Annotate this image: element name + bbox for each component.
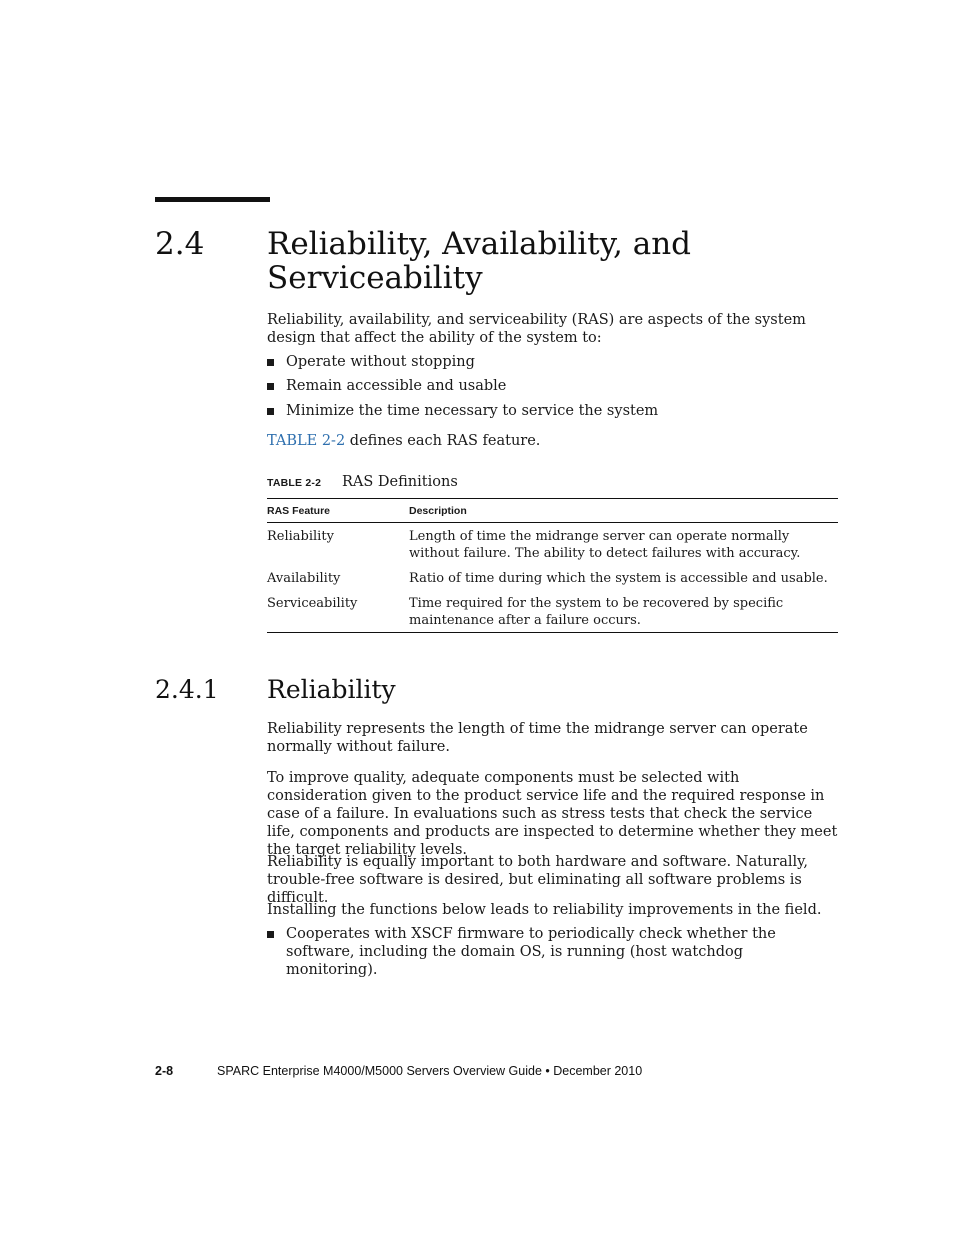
feature-cell: Availability (267, 571, 341, 586)
table-2-2-link[interactable]: TABLE 2-2 (267, 433, 346, 449)
feature-cell: Reliability (267, 529, 334, 544)
page-number: 2-8 (155, 1064, 174, 1078)
list-item: Cooperates with XSCF firmware to periodically check whether the software, including the domain OS, is running (host watchdog monitoring). (267, 925, 839, 979)
subsection-paragraph: To improve quality, adequate components must be selected with consideration given to the product service life and the required response in case of a failure. In evaluations such as stress tests that check the service life, components and products are inspected to determine whether they meet the target reliability levels. (267, 770, 838, 858)
description-cell: Ratio of time during which the system is accessible and usable. (409, 571, 828, 586)
bullet-square-icon (267, 383, 274, 390)
subsection-bullet-list (267, 925, 839, 979)
table-reference-paragraph: TABLE 2-2 defines each RAS feature. (267, 433, 541, 449)
subsection-paragraph: Reliability represents the length of time the midrange server can operate normally without failure. (267, 721, 808, 755)
subsection-paragraph: Installing the functions below leads to reliability improvements in the field. (267, 902, 822, 918)
table-title: RAS Definitions (342, 474, 458, 490)
section-intro: Reliability, availability, and serviceability (RAS) are aspects of the system design that affect the ability of the system to: (267, 312, 806, 346)
column-header-description: Description (409, 499, 838, 523)
section-top-rule (155, 197, 270, 202)
section-number: 2.4 (155, 226, 205, 262)
section-bullet-list (267, 353, 839, 420)
list-item: Minimize the time necessary to service the system (267, 402, 839, 420)
section-title-line1: Reliability, Availability, and (267, 226, 692, 262)
list-item: Remain accessible and usable (267, 377, 839, 395)
description-cell: Time required for the system to be recovered by specific maintenance after a failure occurs. (409, 591, 838, 633)
table-row (267, 523, 838, 567)
column-header-feature: RAS Feature (267, 499, 409, 523)
bullet-square-icon (267, 931, 274, 938)
footer-text: SPARC Enterprise M4000/M5000 Servers Overview Guide • December 2010 (217, 1064, 643, 1078)
section-title (267, 227, 847, 295)
subsection-paragraph: Reliability is equally important to both hardware and software. Naturally, trouble-free software is desired, but eliminating all software problems is difficult. (267, 854, 809, 906)
bullet-square-icon (267, 359, 274, 366)
subsection-number: 2.4.1 (155, 675, 219, 704)
list-item: Operate without stopping (267, 353, 839, 371)
table-header-row (267, 499, 838, 523)
table-row (267, 566, 838, 591)
table-row (267, 591, 838, 633)
feature-cell: Serviceability (267, 591, 409, 633)
ras-definitions-table (267, 498, 838, 633)
subsection-title: Reliability (267, 675, 396, 704)
description-cell: Length of time the midrange server can operate normally without failure. The ability to detect failures with accuracy. (409, 529, 801, 561)
section-title-line2: Serviceability (267, 260, 483, 296)
table-label: TABLE 2-2 (267, 477, 322, 489)
page-footer (155, 1064, 642, 1078)
table-caption (267, 471, 839, 490)
bullet-square-icon (267, 408, 274, 415)
